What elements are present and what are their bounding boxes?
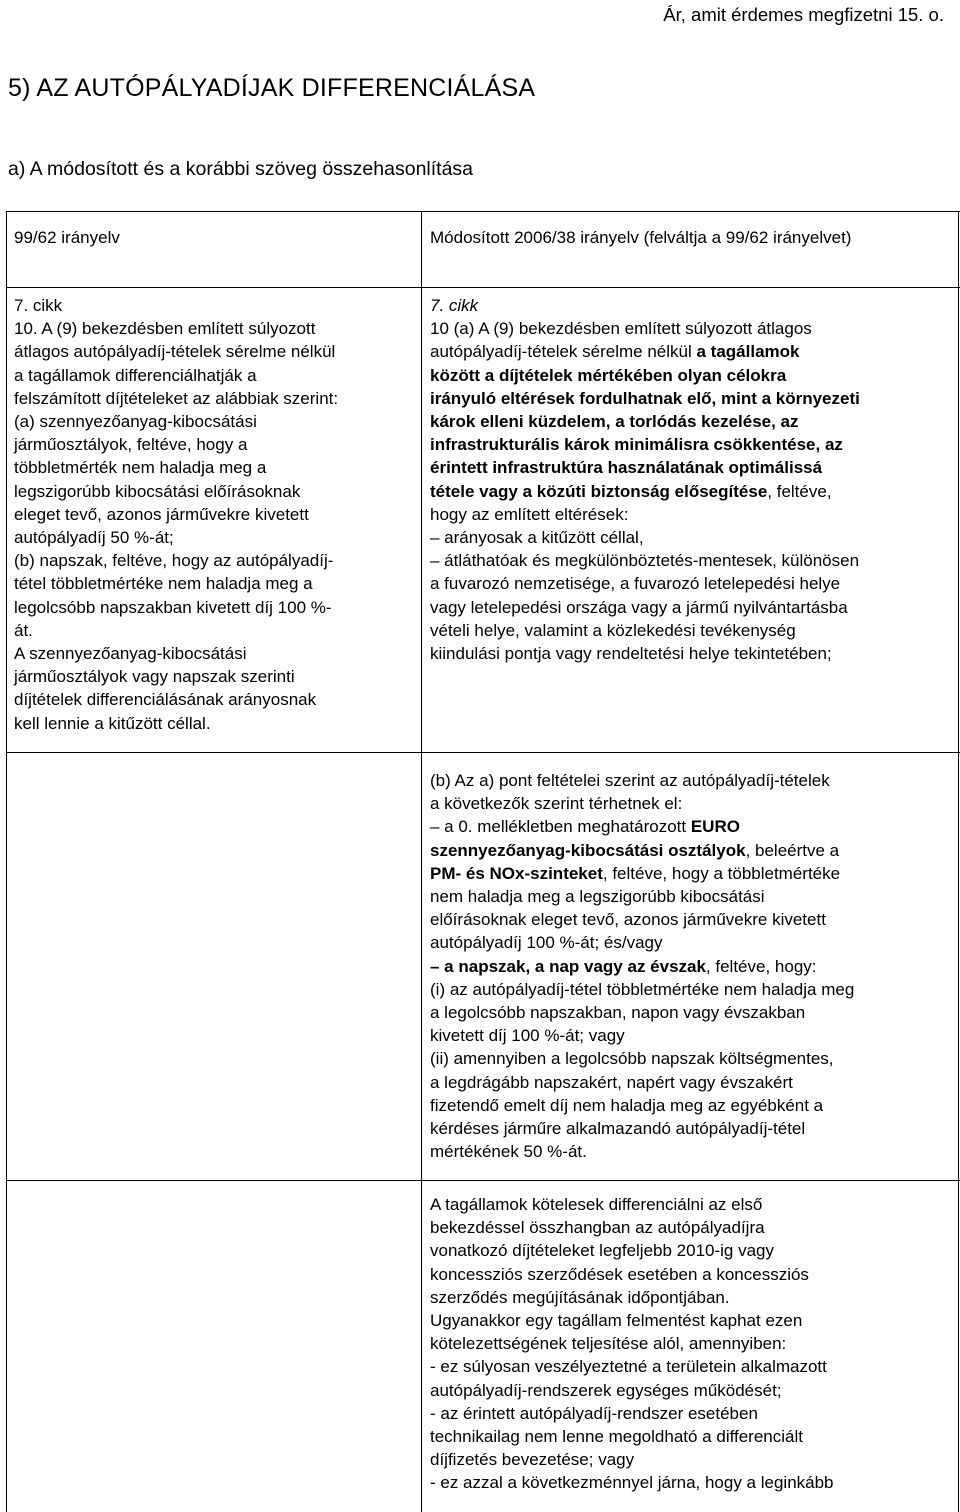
left-article-line: (b) napszak, feltéve, hogy az autópályadíj-	[14, 551, 334, 571]
left-header-text: 99/62 irányelv	[14, 228, 120, 247]
right-block3-line: vonatkozó díjtételeket legfeljebb 2010-ig vagy	[430, 1241, 775, 1261]
right-block1-line: kiindulási pontja vagy rendeltetési helye tekintetében;	[430, 644, 832, 664]
right-block1-line: károk elleni küzdelem, a torlódás kezelése, az	[430, 412, 799, 432]
table-middle-border	[421, 211, 422, 1512]
left-article-line: kell lennie a kitűzött céllal.	[14, 713, 211, 733]
right-block2-line: előírásoknak eleget tevő, azonos járművekre kivetett	[430, 910, 826, 930]
left-article-line: többletmérték nem haladja meg a	[14, 458, 267, 478]
left-article-line: a tagállamok differenciálhatják a	[14, 365, 257, 385]
right-article-cell	[430, 294, 955, 665]
right-block3-line: kötelezettségének teljesítése alól, amennyiben:	[430, 1334, 787, 1354]
left-article-line: eleget tevő, azonos járművekre kivetett	[14, 504, 309, 524]
right-block3-text	[430, 1193, 955, 1495]
text-span: , beleértve a	[745, 840, 840, 860]
bold-span: tétele vagy a közúti biztonság elősegítése	[430, 481, 768, 501]
running-header: Ár, amit érdemes megfizetni 15. o.	[663, 4, 944, 25]
right-block2-line	[430, 839, 955, 862]
bold-span: PM- és NOx-szinteket	[430, 863, 603, 883]
left-article-line: (a) szennyezőanyag-kibocsátási	[14, 412, 257, 432]
right-block2-line: a legolcsóbb napszakban, napon vagy évszakban	[430, 1003, 806, 1023]
right-block2-line	[430, 815, 955, 838]
section-title: 5) AZ AUTÓPÁLYADÍJAK DIFFERENCIÁLÁSA	[8, 74, 536, 102]
right-block3-line: A tagállamok kötelesek differenciálni az első	[430, 1195, 763, 1214]
right-block3-line: szerződés megújításának időpontjában.	[430, 1287, 730, 1307]
right-block1-line: irányuló eltérések fordulhatnak elő, mint a környezeti	[430, 388, 860, 408]
right-block3-line: autópályadíj-rendszerek egységes működését;	[430, 1380, 782, 1400]
right-column-header	[430, 226, 890, 249]
right-block3-line: technikailag nem lenne megoldható a differenciált	[430, 1427, 803, 1447]
right-block1-line: – arányosak a kitűzött céllal,	[430, 528, 644, 548]
right-block2-line: (i) az autópályadíj-tétel többletmértéke nem haladja meg	[430, 979, 855, 999]
left-article-line: járműosztályok vagy napszak szerinti	[14, 667, 295, 687]
left-article-line: díjtételek differenciálásának arányosnak	[14, 690, 317, 710]
right-cikk-label: 7. cikk	[430, 296, 479, 315]
right-block3-line: Ugyanakkor egy tagállam felmentést kaphat ezen	[430, 1311, 803, 1331]
right-block2-line: mértékének 50 %-át.	[430, 1142, 587, 1162]
left-article-line: járműosztályok, feltéve, hogy a	[14, 435, 248, 455]
right-block2-line: autópályadíj 100 %-át; és/vagy	[430, 933, 663, 953]
left-article-line: legolcsóbb napszakban kivetett díj 100 %-	[14, 597, 332, 617]
right-block2-line: (ii) amennyiben a legolcsóbb napszak költségmentes,	[430, 1049, 834, 1069]
bold-span: – a napszak, a nap vagy az évszak	[430, 956, 706, 976]
right-header-text: Módosított 2006/38 irányelv (felváltja a 99/62 irányelvet)	[430, 228, 852, 247]
right-block1-line: 10 (a) A (9) bekezdésben említett súlyozott átlagos	[430, 319, 812, 339]
right-block1-line: vételi helye, valamint a közlekedési tevékenység	[430, 620, 796, 640]
right-block3-line: bekezdéssel összhangban az autópályadíjra	[430, 1218, 765, 1238]
bold-span: EURO	[690, 817, 740, 837]
text-span: – a 0. mellékletben meghatározott	[430, 817, 691, 837]
right-block1-line: között a díjtételek mértékében olyan célokra	[430, 365, 787, 385]
table-row-divider-2	[6, 1180, 960, 1181]
table-row-divider-1	[6, 752, 960, 753]
left-article-text	[14, 317, 419, 735]
left-article-line: átlagos autópályadíj-tételek sérelme nélkül	[14, 342, 336, 362]
right-block1-line: – átláthatóak és megkülönböztetés-mentesek, különösen	[430, 551, 860, 571]
right-block1-line: infrastrukturális károk minimálisra csökkentése, az	[430, 435, 843, 455]
left-article-line: autópályadíj 50 %-át;	[14, 528, 174, 548]
left-article-line: át.	[14, 620, 33, 640]
right-block3-line: - az érintett autópályadíj-rendszer esetében	[430, 1403, 758, 1423]
section-subtitle: a) A módosított és a korábbi szöveg összehasonlítása	[8, 158, 474, 180]
right-block1-line: a fuvarozó nemzetisége, a fuvarozó letelepedési helye	[430, 574, 841, 594]
left-article-line: legszigorúbb kibocsátási előírásoknak	[14, 481, 301, 501]
right-block1-line: hogy az említett eltérések:	[430, 504, 629, 524]
right-block1-line	[430, 480, 955, 503]
left-column-header	[14, 226, 414, 249]
text-span: , feltéve,	[767, 481, 832, 501]
left-cikk-label: 7. cikk	[14, 296, 63, 315]
right-block2-line: fizetendő emelt díj nem haladja meg az egyébként a	[430, 1095, 824, 1115]
right-block2-line	[430, 955, 955, 978]
bold-span: szennyezőanyag-kibocsátási osztályok	[430, 840, 746, 860]
right-block2-line: a következők szerint térhetnek el:	[430, 794, 683, 814]
left-article-line: tétel többletmértéke nem haladja meg a	[14, 574, 313, 594]
bold-span: a tagállamok	[696, 342, 800, 362]
right-block3-cell	[430, 1193, 955, 1495]
text-span: autópályadíj-tételek sérelme nélkül	[430, 342, 697, 362]
left-article-line: felszámított díjtételeket az alábbiak szerint:	[14, 388, 339, 408]
text-span: , feltéve, hogy:	[705, 956, 817, 976]
table-top-border	[6, 211, 960, 212]
right-block3-line: - ez azzal a következménnyel járna, hogy a leginkább	[430, 1473, 834, 1493]
right-block1-line	[430, 340, 955, 363]
right-block1-line: érintett infrastruktúra használatának optimálissá	[430, 458, 823, 478]
right-block2-line	[430, 862, 955, 885]
right-block3-line: díjfizetés bevezetése; vagy	[430, 1450, 635, 1470]
right-block2-cell	[430, 769, 955, 1163]
right-block2-line: nem haladja meg a legszigorúbb kibocsátási	[430, 887, 765, 907]
left-article-line: 10. A (9) bekezdésben említett súlyozott	[14, 319, 316, 339]
table-left-border	[6, 211, 7, 1512]
text-span: , feltéve, hogy a többletmértéke	[602, 863, 841, 883]
right-block2-line: (b) Az a) pont feltételei szerint az autópályadíj-tételek	[430, 771, 830, 790]
right-block2-line: kérdéses járműre alkalmazandó autópályadíj-tétel	[430, 1119, 806, 1139]
table-header-divider	[6, 287, 960, 288]
right-block2-line: kivetett díj 100 %-át; vagy	[430, 1026, 625, 1046]
right-block2-line: a legdrágább napszakért, napért vagy évszakért	[430, 1072, 793, 1092]
right-block3-line: - ez súlyosan veszélyeztetné a területein alkalmazott	[430, 1357, 827, 1377]
table-right-border	[958, 211, 959, 1512]
left-article-cell	[14, 294, 419, 735]
left-article-line: A szennyezőanyag-kibocsátási	[14, 644, 247, 664]
right-block3-line: koncessziós szerződések esetében a koncessziós	[430, 1264, 809, 1284]
right-block1-line: vagy letelepedési országa vagy a jármű nyilvántartásba	[430, 597, 848, 617]
